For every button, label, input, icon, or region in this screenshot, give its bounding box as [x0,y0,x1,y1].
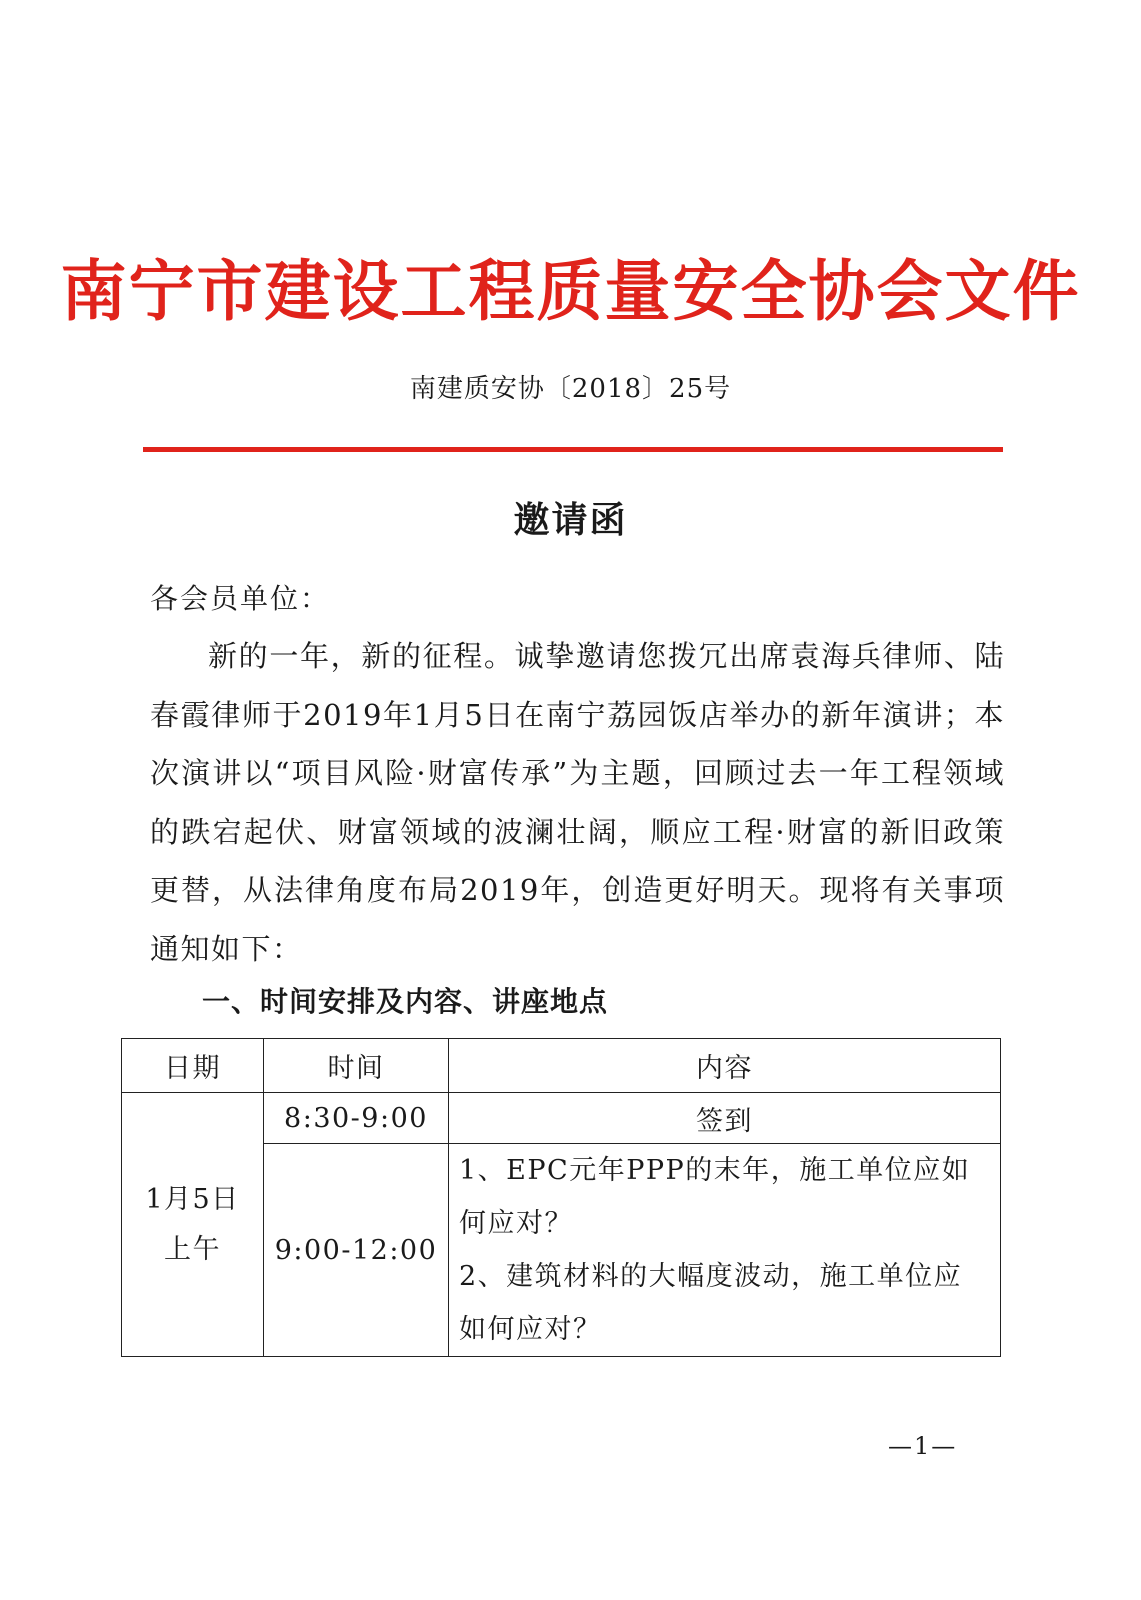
time-cell: 9:00-12:00 [264,1144,449,1357]
schedule-table [121,1038,1001,1357]
date-cell [122,1093,264,1357]
salutation: 各会员单位： [150,582,331,615]
content-item: 1、EPC元年PPP的末年，施工单位应如何应对？ [459,1155,971,1239]
letter-body: 新的一年，新的征程。诚挚邀请您拨冗出席袁海兵律师、陆春霞律师于2019年1月5日在南宁荔园饭店举办的新年演讲；本次演讲以“项目风险·财富传承”为主题，回顾过去一年工程领域的跌宕起伏、财富领域的波澜壮阔，顺应工程·财富的新旧政策更替，从法律角度布局2019年，创造更好明天。现将有关事项通知如下： [150,639,1005,966]
document-number: 南建质安协〔2018〕25号 [409,374,732,404]
section-heading: 一、时间安排及内容、讲座地点 [202,985,609,1018]
letter-title: 邀请函 [513,499,628,541]
table-row [122,1093,1001,1144]
content-cell [449,1144,1001,1357]
document-header-title: 南宁市建设工程质量安全协会文件 [60,252,1081,330]
content-item: 2、建筑材料的大幅度波动，施工单位应如何应对？ [459,1261,963,1345]
page-number: —1— [888,1432,958,1460]
header-date: 日期 [122,1039,264,1093]
date-period: 上午 [164,1233,221,1265]
date-line: 1月5日 [145,1183,240,1215]
content-cell: 签到 [449,1093,1001,1144]
time-cell: 8:30-9:00 [264,1093,449,1144]
header-time: 时间 [264,1039,449,1093]
header-content: 内容 [449,1039,1001,1093]
header-divider [143,447,1003,452]
table-header-row [122,1039,1001,1093]
